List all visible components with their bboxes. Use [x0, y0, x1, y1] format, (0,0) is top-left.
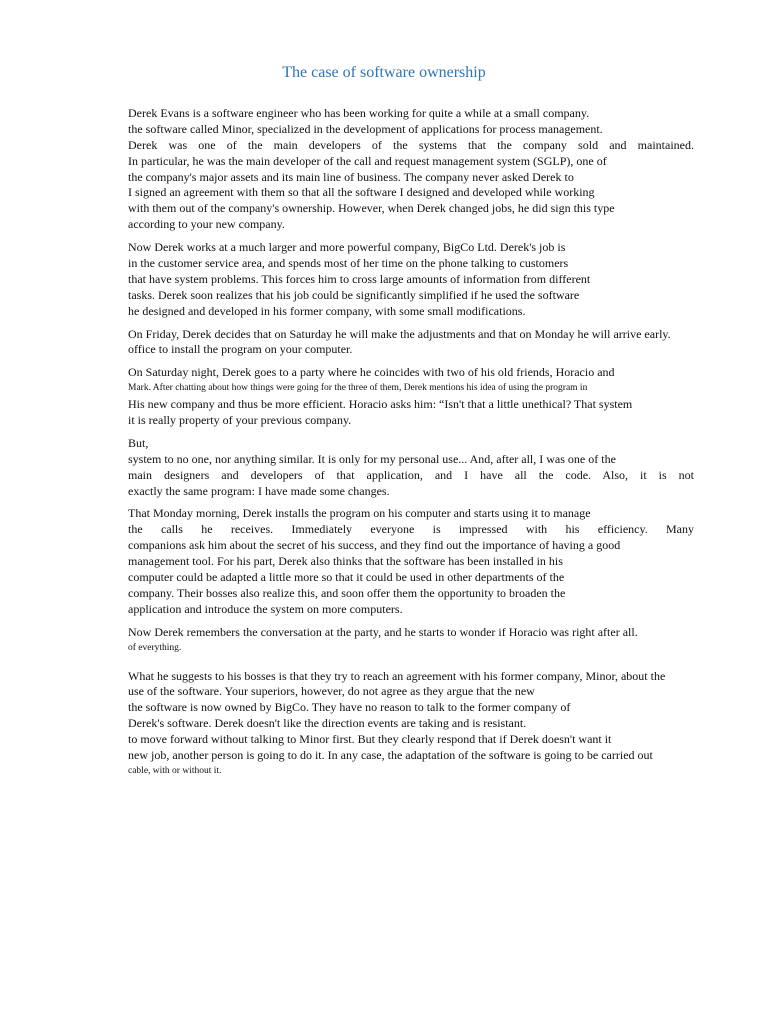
paragraph: [128, 669, 694, 780]
text-line: management tool. For his part, Derek also thinks that the software has been installed in his: [128, 554, 563, 569]
text-line: it is really property of your previous company.: [128, 413, 352, 428]
paragraph: [128, 625, 694, 657]
text-line: cable, with or without it.: [128, 765, 222, 776]
text-line: new job, another person is going to do it. In any case, the adaptation of the software is going to be carried out: [128, 747, 653, 762]
text-line: What he suggests to his bosses is that they try to reach an agreement with his former company, Minor, about the: [128, 668, 666, 683]
text-line: I signed an agreement with them so that all the software I designed and developed while working: [128, 185, 595, 200]
text-line: His new company and thus be more efficient. Horacio asks him: “Isn't that a little unethical? That system: [128, 397, 633, 412]
text-line: according to your new company.: [128, 217, 285, 232]
text-line: with them out of the company's ownership. However, when Derek changed jobs, he did sign this type: [128, 201, 615, 216]
text-line: application and introduce the system on more computers.: [128, 601, 403, 616]
text-line: That Monday morning, Derek installs the program on his computer and starts using it to manage: [128, 506, 591, 521]
text-line: On Friday, Derek decides that on Saturday he will make the adjustments and that on Monday he will arrive early.: [128, 326, 671, 341]
text-line: exactly the same program: I have made some changes.: [128, 483, 390, 498]
document-title: The case of software ownership: [282, 64, 486, 81]
paragraph: [128, 506, 694, 617]
text-line: But,: [128, 435, 149, 450]
text-line: the company's major assets and its main line of business. The company never asked Derek to: [128, 169, 574, 184]
text-line: he designed and developed in his former company, with some small modifications.: [128, 303, 526, 318]
paragraph: [128, 240, 694, 319]
text-line: office to install the program on your computer.: [128, 342, 353, 357]
text-line: in the customer service area, and spends most of her time on the phone talking to customers: [128, 256, 569, 271]
text-line: computer could be adapted a little more so that it could be used in other departments of the: [128, 570, 565, 585]
text-line: Now Derek remembers the conversation at the party, and he starts to wonder if Horacio was right after all.: [128, 624, 638, 639]
paragraph: [128, 365, 694, 429]
text-line: to move forward without talking to Minor first. But they clearly respond that if Derek doesn't want it: [128, 732, 612, 747]
text-line: Now Derek works at a much larger and more powerful company, BigCo Ltd. Derek's job is: [128, 240, 566, 255]
paragraph: [128, 327, 694, 359]
text-line: Derek's software. Derek doesn't like the direction events are taking and is resistant.: [128, 716, 527, 731]
paragraph: [128, 436, 694, 500]
text-line: system to no one, nor anything similar. It is only for my personal use... And, after all, I was one of the: [128, 451, 616, 466]
text-line: the software called Minor, specialized in the development of applications for process management.: [128, 121, 603, 136]
text-line: In particular, he was the main developer of the call and request management system (SGLP), one of: [128, 153, 607, 168]
text-line: companions ask him about the secret of his success, and they find out the importance of having a good: [128, 538, 621, 553]
text-line: main designers and developers of that application, and I have all the code. Also, it is not: [128, 467, 694, 482]
text-line: use of the software. Your superiors, however, do not agree as they argue that the new: [128, 684, 535, 699]
paragraph: [128, 106, 694, 233]
text-line: On Saturday night, Derek goes to a party where he coincides with two of his old friends, Horacio and: [128, 365, 615, 380]
text-line: Mark. After chatting about how things were going for the three of them, Derek mentions his idea of using the program in: [128, 383, 588, 394]
text-line: tasks. Derek soon realizes that his job could be significantly simplified if he used the software: [128, 287, 580, 302]
text-line: Derek Evans is a software engineer who has been working for quite a while at a small company.: [128, 106, 590, 120]
document-body: [128, 106, 694, 787]
text-line: the software is now owned by BigCo. They have no reason to talk to the former company of: [128, 700, 571, 715]
text-line: company. Their bosses also realize this, and soon offer them the opportunity to broaden the: [128, 585, 566, 600]
text-line: Derek was one of the main developers of the systems that the company sold and maintained.: [128, 137, 694, 152]
text-line: the calls he receives. Immediately everyone is impressed with his efficiency. Many: [128, 522, 694, 537]
text-line: of everything.: [128, 642, 182, 653]
text-line: that have system problems. This forces him to cross large amounts of information from different: [128, 271, 591, 286]
